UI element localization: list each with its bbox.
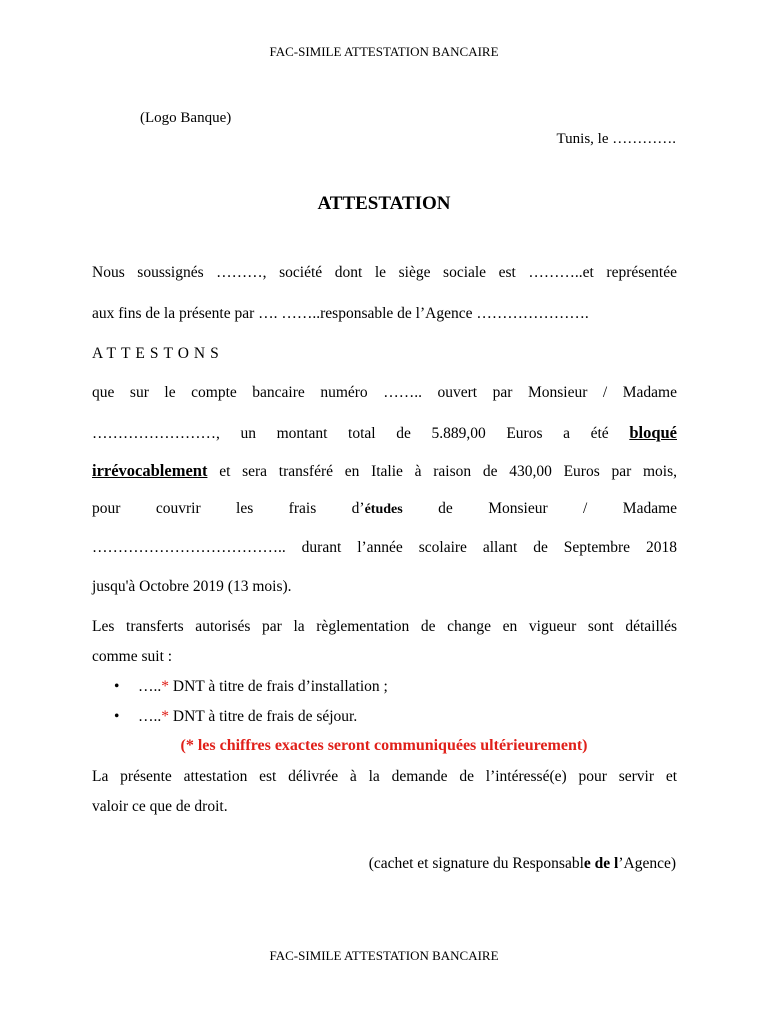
para2-line3 bbox=[92, 461, 677, 481]
para2-line2-text: ……………………, un montant total de 5.889,00 Euros a été bbox=[92, 425, 609, 442]
para2-line6: jusqu'à Octobre 2019 (13 mois). bbox=[92, 578, 292, 595]
signature-text-end: ’Agence) bbox=[618, 855, 676, 872]
bullet-dot: • bbox=[114, 678, 120, 695]
para2-line4-text: pour couvrir les frais d’ bbox=[92, 500, 365, 517]
emphasis-irrevocablement: irrévocablement bbox=[92, 461, 208, 480]
page-footer: FAC-SIMILE ATTESTATION BANCAIRE bbox=[269, 948, 499, 963]
signature-line bbox=[369, 855, 676, 873]
place-date: Tunis, le …………. bbox=[556, 131, 676, 147]
para3-line2: comme suit : bbox=[92, 648, 173, 665]
emphasis-bloque: bloqué bbox=[629, 423, 677, 442]
signature-bold-text: e de l bbox=[583, 855, 619, 872]
list-item bbox=[114, 708, 357, 726]
para4-line2: valoir ce que de droit. bbox=[92, 798, 228, 815]
list-item-star: * bbox=[161, 678, 169, 695]
para3-line1: Les transferts autorisés par la règlementation de change en vigueur sont détaillés bbox=[92, 618, 677, 635]
bullet-dot: • bbox=[114, 708, 120, 725]
emphasis-etudes: études bbox=[364, 502, 403, 517]
para1-line1: Nous soussignés ………, société dont le siège sociale est ………..et représentée bbox=[92, 264, 677, 281]
para1-line2: aux fins de la présente par …. ……..responsable de l’Agence …………………. bbox=[92, 305, 589, 322]
figures-note: (* les chiffres exactes seront communiquées ultérieurement) bbox=[180, 737, 588, 754]
signature-text: (cachet et signature du Responsabl bbox=[368, 855, 584, 872]
list-item-text: DNT à titre de frais de séjour. bbox=[169, 708, 358, 725]
page-header: FAC-SIMILE ATTESTATION BANCAIRE bbox=[269, 44, 499, 59]
document-title: ATTESTATION bbox=[317, 193, 451, 214]
para2-line3-text: et sera transféré en Italie à raison de 430,00 Euros par mois, bbox=[219, 463, 678, 480]
list-item-prefix: ….. bbox=[138, 708, 162, 725]
para2-line2 bbox=[92, 423, 677, 443]
para2-line4 bbox=[92, 500, 677, 518]
para2-line4-text-end: de Monsieur / Madame bbox=[438, 500, 678, 517]
list-item-star: * bbox=[161, 708, 169, 725]
para2-line5: ……………………………….. durant l’année scolaire allant de Septembre 2018 bbox=[92, 539, 677, 556]
para4-line1: La présente attestation est délivrée à la demande de l’intéressé(e) pour servir et bbox=[92, 768, 677, 785]
bank-logo-placeholder: (Logo Banque) bbox=[140, 110, 232, 126]
attestons-heading: ATTESTONS bbox=[92, 345, 224, 362]
list-item-text: DNT à titre de frais d’installation ; bbox=[169, 678, 388, 695]
list-item bbox=[114, 678, 388, 696]
list-item-prefix: ….. bbox=[138, 678, 162, 695]
para2-line1: que sur le compte bancaire numéro …….. ouvert par Monsieur / Madame bbox=[92, 384, 677, 401]
